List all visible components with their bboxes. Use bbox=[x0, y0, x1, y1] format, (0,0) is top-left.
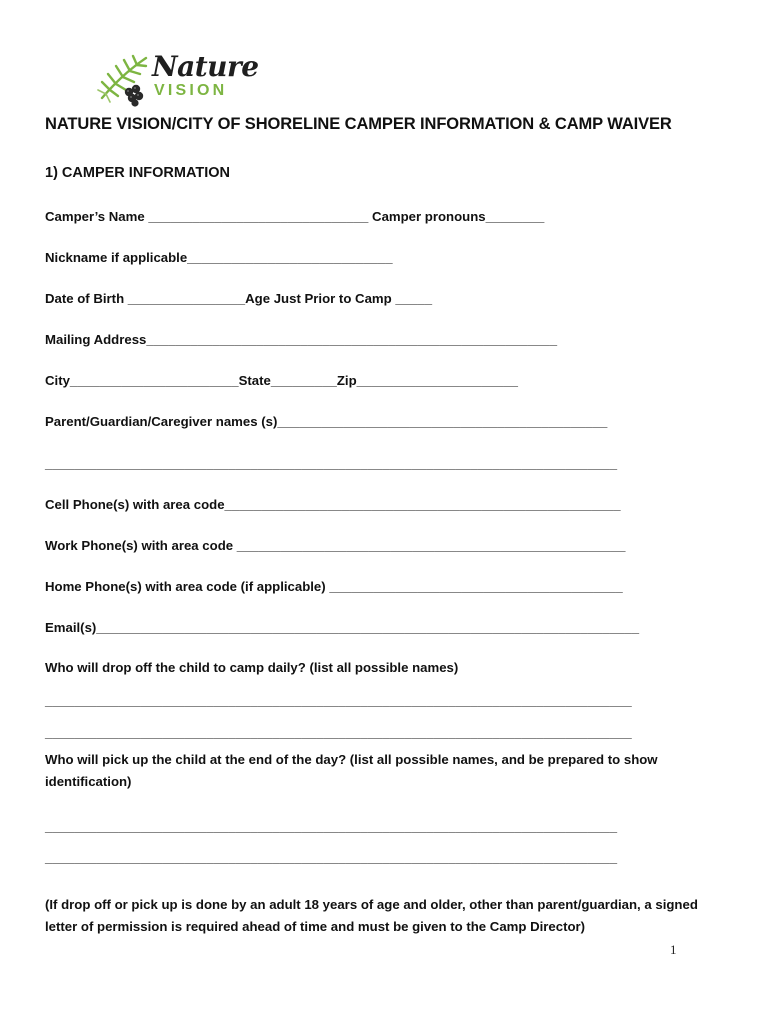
permission-note: (If drop off or pick up is done by an adult 18 years of age and older, other than parent/guardian, a signed letter of permission is required ahead of time and must be given to the Camp Director) bbox=[45, 897, 698, 934]
pickup-answer-line-1[interactable]: ______________________________________________________________________________ bbox=[45, 819, 618, 834]
mailing-address-field[interactable]: Mailing Address________________________________________________________ bbox=[45, 332, 558, 347]
logo-word-nature: Nature bbox=[152, 50, 259, 83]
home-phone-field[interactable]: Home Phone(s) with area code (if applicable) ________________________________________ bbox=[45, 579, 623, 594]
cell-phone-field[interactable]: Cell Phone(s) with area code______________________________________________________ bbox=[45, 497, 621, 512]
date-of-birth-field[interactable]: Date of Birth ________________Age Just Prior to Camp _____ bbox=[45, 291, 433, 306]
document-title: NATURE VISION/CITY OF SHORELINE CAMPER INFORMATION & CAMP WAIVER bbox=[45, 115, 672, 133]
logo-word-vision: VISION bbox=[154, 82, 228, 99]
page-number: 1 bbox=[670, 942, 677, 957]
work-phone-field[interactable]: Work Phone(s) with area code _____________________________________________________ bbox=[45, 538, 626, 553]
nature-vision-logo bbox=[96, 50, 266, 106]
pickup-question: Who will pick up the child at the end of the day? (list all possible names, and be prepared to show identification) bbox=[45, 752, 658, 789]
section-heading-camper-information: 1) CAMPER INFORMATION bbox=[45, 165, 231, 181]
guardian-names-field[interactable]: Parent/Guardian/Caregiver names (s)_____________________________________________ bbox=[45, 414, 608, 429]
campers-name-field[interactable]: Camper’s Name ______________________________ Camper pronouns________ bbox=[45, 209, 545, 224]
dropoff-answer-line-2[interactable]: ________________________________________________________________________________ bbox=[45, 725, 632, 740]
dropoff-question: Who will drop off the child to camp daily? (list all possible names) bbox=[45, 660, 459, 675]
city-state-zip-field[interactable]: City_______________________State_________Zip______________________ bbox=[45, 373, 518, 388]
email-field[interactable]: Email(s)__________________________________________________________________________ bbox=[45, 620, 640, 635]
dropoff-answer-line-1[interactable]: ________________________________________________________________________________ bbox=[45, 693, 632, 708]
guardian-names-continuation-line[interactable]: ______________________________________________________________________________ bbox=[45, 456, 618, 471]
nickname-field[interactable]: Nickname if applicable____________________________ bbox=[45, 250, 393, 265]
pickup-answer-line-2[interactable]: ______________________________________________________________________________ bbox=[45, 850, 618, 865]
fern-leaf-icon bbox=[96, 52, 152, 108]
